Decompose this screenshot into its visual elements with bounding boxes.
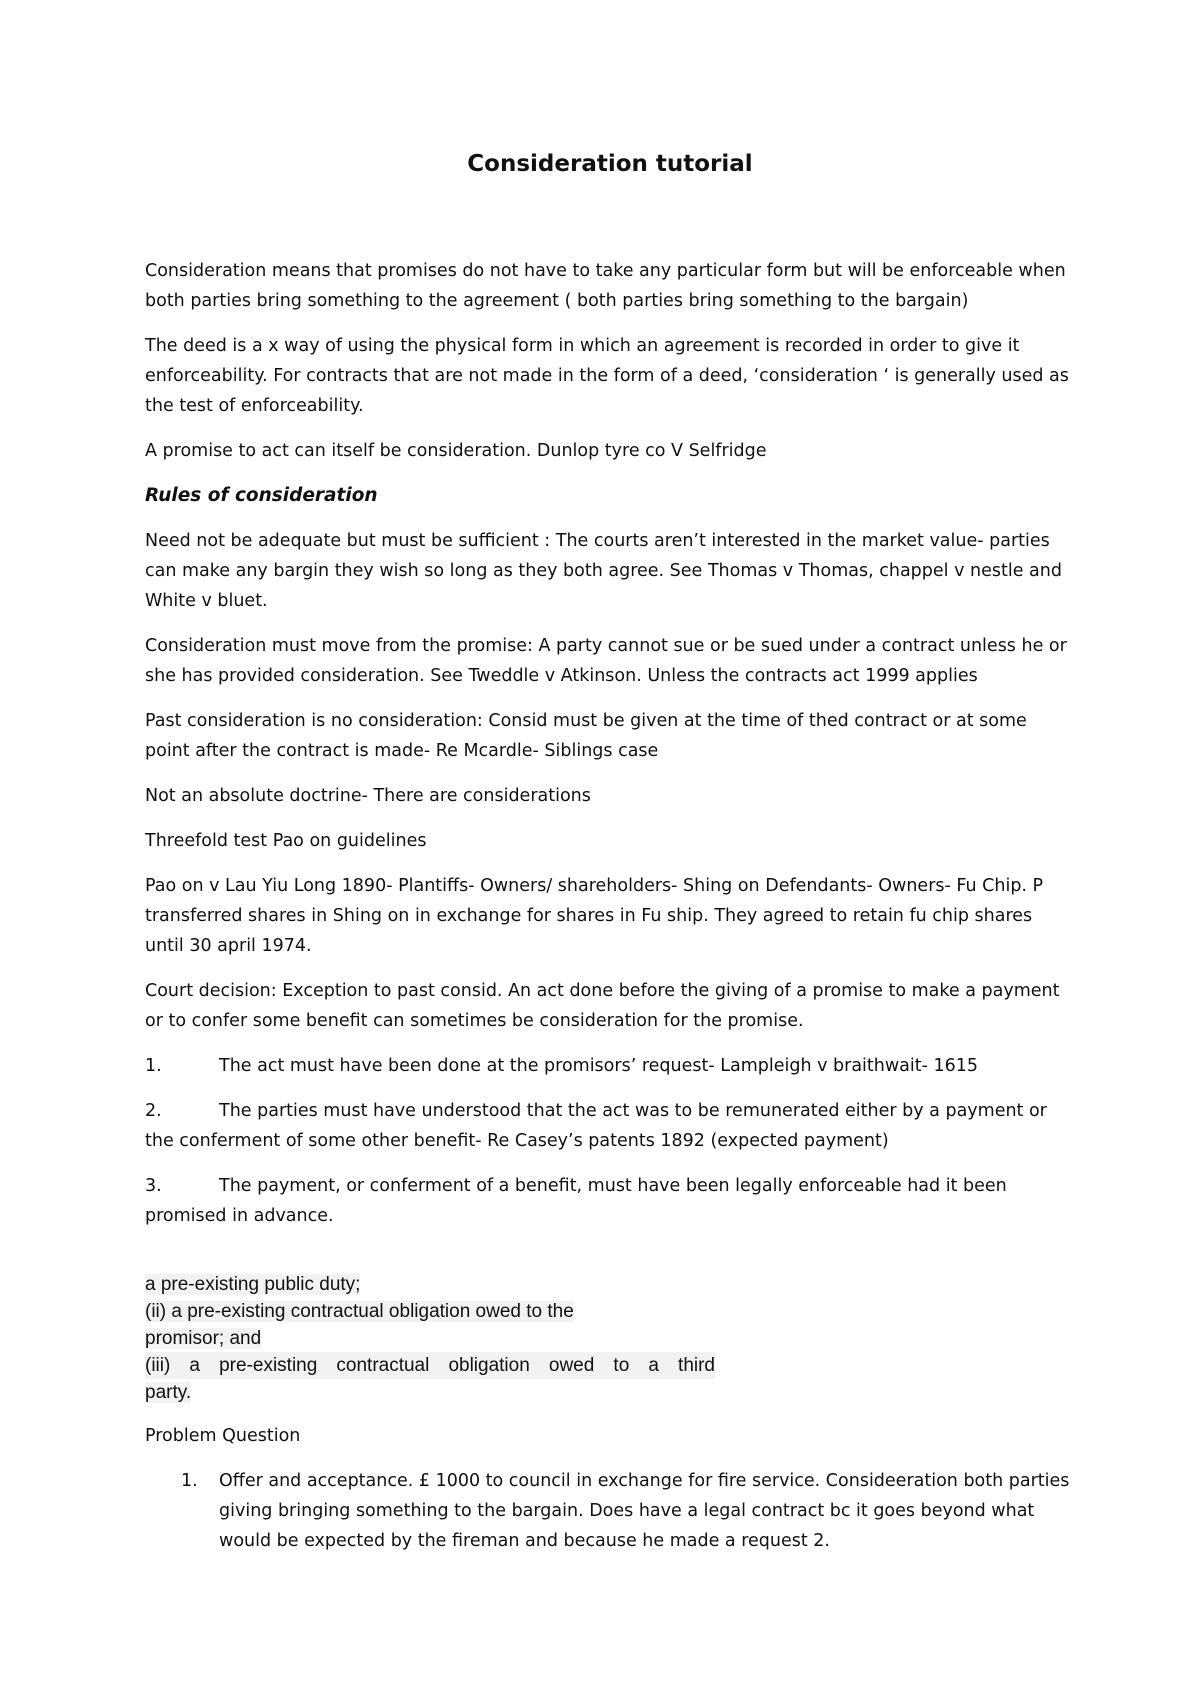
paragraph: Not an absolute doctrine- There are considerations — [145, 786, 591, 806]
item-number: 1. — [145, 1056, 162, 1076]
quoted-excerpt — [145, 1271, 715, 1406]
item-text: Offer and acceptance. £ 1000 to council in exchange for fire service. Consideeration both parties giving bringing something to the bargain. Does have a legal contract bc it goes beyond what would be expected by the fireman and because he made a request 2. — [219, 1471, 1070, 1551]
numbered-item — [145, 1096, 1075, 1156]
document-body — [145, 140, 1075, 1556]
item-text: The payment, or conferment of a benefit, must have been legally enforceable had it been promised in advance. — [145, 1176, 1007, 1226]
paragraph: Past consideration is no consideration: Consid must be given at the time of thed contract or at some point after the contract is made- Re Mcardle- Siblings case — [145, 711, 1027, 761]
item-number: 3. — [145, 1176, 162, 1196]
item-number: 1. — [181, 1471, 198, 1491]
paragraph: Threefold test Pao on guidelines — [145, 831, 427, 851]
item-text: The act must have been done at the promisors’ request- Lampleigh v braithwait- 1615 — [219, 1056, 979, 1076]
paragraph: A promise to act can itself be consideration. Dunlop tyre co V Selfridge — [145, 441, 767, 461]
item-text: The parties must have understood that the act was to be remunerated either by a payment or the conferment of some other benefit- Re Casey’s patents 1892 (expected payment) — [145, 1101, 1047, 1151]
paragraph: Consideration means that promises do not have to take any particular form but will be enforceable when both parties bring something to the agreement ( both parties bring something to the bargain) — [145, 261, 1066, 311]
quote-line: party. — [145, 1382, 192, 1403]
quote-line: (ii) a pre-existing contractual obligation owed to the — [145, 1301, 574, 1322]
paragraph: Consideration must move from the promise: A party cannot sue or be sued under a contract unless he or she has provided consideration. See Tweddle v Atkinson. Unless the contracts act 1999 applies — [145, 636, 1067, 686]
list-item — [145, 1466, 1075, 1556]
quote-line: promisor; and — [145, 1328, 262, 1349]
paragraph: Pao on v Lau Yiu Long 1890- Plantiffs- Owners/ shareholders- Shing on Defendants- Owners- Fu Chip. P transferred shares in Shing on in exchange for shares in Fu ship. They agreed to retain fu chip shares until 30 april 1974. — [145, 876, 1044, 956]
item-number: 2. — [145, 1101, 162, 1121]
quote-line: (iii) a pre-existing contractual obligation owed to a third — [145, 1352, 715, 1379]
section-heading-problem: Problem Question — [145, 1426, 301, 1446]
problem-list — [145, 1466, 1075, 1556]
numbered-item — [145, 1051, 1075, 1081]
paragraph: Need not be adequate but must be sufficient : The courts aren’t interested in the market value- parties can make any bargin they wish so long as they both agree. See Thomas v Thomas, chappel v nestle and White v bluet. — [145, 531, 1062, 611]
numbered-item — [145, 1171, 1075, 1231]
document-title: Consideration tutorial — [467, 151, 753, 177]
section-heading-rules: Rules of consideration — [145, 485, 378, 506]
paragraph: The deed is a x way of using the physical form in which an agreement is recorded in order to give it enforceability. For contracts that are not made in the form of a deed, ‘consideration ‘ is generally used as the test of enforceability. — [145, 336, 1069, 416]
paragraph: Court decision: Exception to past consid. An act done before the giving of a promise to make a payment or to confer some benefit can sometimes be consideration for the promise. — [145, 981, 1060, 1031]
quote-line: a pre-existing public duty; — [145, 1274, 361, 1295]
